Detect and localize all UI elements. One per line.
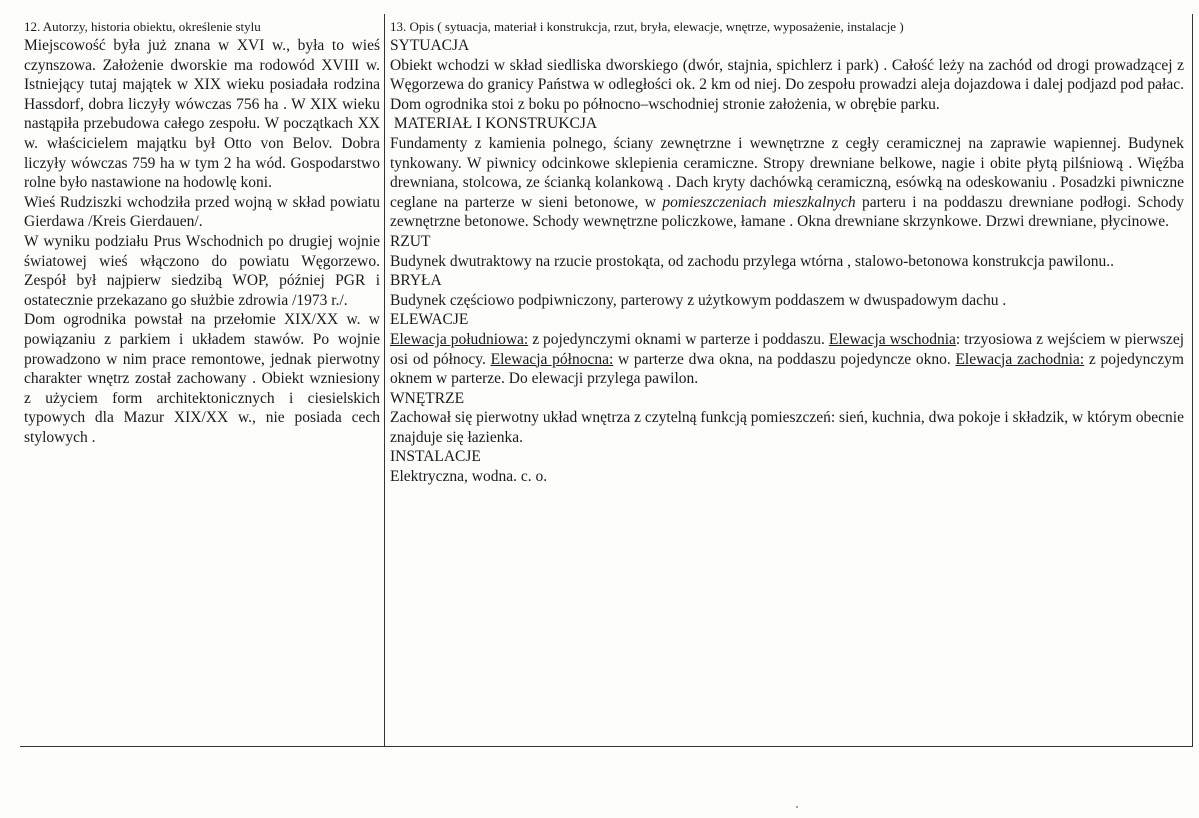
section-12-header: 12. Autorzy, historia obiektu, określenie stylu [24, 19, 261, 34]
scan-speck [796, 806, 798, 808]
west-elevation-label: Elewacja zachodnia: [955, 350, 1085, 368]
instalacje-text: Elektryczna, wodna. c. o. [390, 468, 548, 486]
instalacje-title: INSTALACJE [390, 448, 481, 466]
sytuacja-text: Obiekt wchodzi w skład siedliska dworskiego (dwór, stajnia, spichlerz i park) . Całość leży na zachód od drogi prowadzącej z Węgorzewa do granicy Państwa w odległości ok. 2 km od niej. Do zespołu prowadzi aleja dojazdowa i dalej podjazd pod pałac. Dom ogrodnika stoi z boku po północno–wschodniej stronie założenia, w obrębie parku. [390, 56, 1184, 113]
north-elevation-label: Elewacja północna: [490, 350, 614, 368]
material-text-italic: pomieszczeniach mieszkalnych [662, 193, 856, 211]
history-paragraph-1: Miejscowość była już znana w XVI w., była to wieś czynszowa. Założenie dworskie ma rodowód XVIII w. Istniejący tutaj majątek w XIX wieku posiadała rodzina Hassdorf, dobra liczyły wówczas 756 ha . W XIX wieku nastąpiła przebudowa całego zespołu. W początkach XX w. właścicielem majątku był Otto von Belov. Dobra liczyły wówczas 759 ha w tym 2 ha wód. Gospodarstwo rolne było nastawione na hodowlę koni. [24, 37, 380, 192]
material-text [390, 134, 1184, 232]
wnetrze-title: WNĘTRZE [390, 389, 465, 407]
south-elevation-label: Elewacja południowa: [390, 330, 529, 348]
elewacje-text [390, 330, 1184, 389]
south-elevation-text: z pojedynczymi oknami w parterze i poddaszu. [528, 330, 829, 348]
north-elevation-text: w parterze dwa okna, na poddaszu pojedyncze okno. [613, 350, 956, 368]
material-text-a: Fundamenty z kamienia polnego, ściany zewnętrzne i wewnętrzne z cegły ceramicznej na zaprawie wapiennej. Budynek tynkowany. W piwnicy odcinkowe sklepienia ceramiczne. Stropy drewniane belkowe, nagie i obite płytą pilśniową . Więźba drewniana, stolcowa, ze ścianką kolankową . Dach kryty dachówką ceramiczną, esówką na odeskowaniu . Posadzki piwniczne ceglane na parterze w sieni betonowe, w [390, 134, 1184, 211]
rzut-title: RZUT [390, 232, 431, 250]
material-text-b: parteru i na poddaszu drewniane podłogi. Schody zewnętrzne betonowe. Schody wewnętrzne policzkowe, łamane . Okna drewniane skrzynkowe. Drzwi drewniane, płycinowe. [390, 193, 1184, 231]
west-elevation-text: z pojedynczym oknem w parterze. Do elewacji przylega pawilon. [390, 350, 1184, 388]
section-13-header: 13. Opis ( sytuacja, materiał i konstrukcja, rzut, bryła, elewacje, wnętrze, wyposażenie, instalacje ) [390, 19, 904, 34]
elewacje-title: ELEWACJE [390, 311, 469, 329]
material-title: MATERIAŁ I KONSTRUKCJA [390, 115, 598, 133]
column-divider [384, 14, 385, 747]
wnetrze-text: Zachował się pierwotny układ wnętrza z czytelną funkcją pomieszczeń: sień, kuchnia, dwa pokoje i składzik, w którym obecnie znajduje się łazienka. [390, 409, 1184, 446]
history-paragraph-4: Dom ogrodnika powstał na przełomie XIX/XX w. w powiązaniu z parkiem i układem stawów. Po wojnie prowadzono w nim prace remontowe, jednak pierwotny charakter wnętrz został zachowany . Obiekt wzniesiony z użyciem form architektonicznych i ciesielskich typowych dla Mazur XIX/XX w., nie posiada cech stylowych . [24, 311, 380, 446]
section-13-description [390, 18, 1184, 487]
east-elevation-text: : trzyosiowa z wejściem w pierwszej osi od północy. [390, 330, 1184, 368]
history-paragraph-2: Wieś Rudziszki wchodziła przed wojną w skład powiatu Gierdawa /Kreis Gierdauen/. [24, 193, 380, 231]
rzut-text: Budynek dwutraktowy na rzucie prostokąta, od zachodu przylega wtórna , stalowo-betonowa konstrukcja pawilonu.. [390, 252, 1114, 270]
history-paragraph-3: W wyniku podziału Prus Wschodnich po drugiej wojnie światowej wieś włączono do powiatu Węgorzewo. Zespół był najpierw siedzibą WOP, później PGR i ostatecznie przekazano go służbie zdrowia /1973 r./. [24, 232, 380, 309]
bryla-title: BRYŁA [390, 272, 442, 290]
east-elevation-label: Elewacja wschodnia [828, 330, 956, 348]
bryla-text: Budynek częściowo podpiwniczony, parterowy z użytkowym poddaszem w dwuspadowym dachu . [390, 291, 1007, 309]
sytuacja-title: SYTUACJA [390, 37, 470, 54]
section-12-history [24, 18, 380, 447]
